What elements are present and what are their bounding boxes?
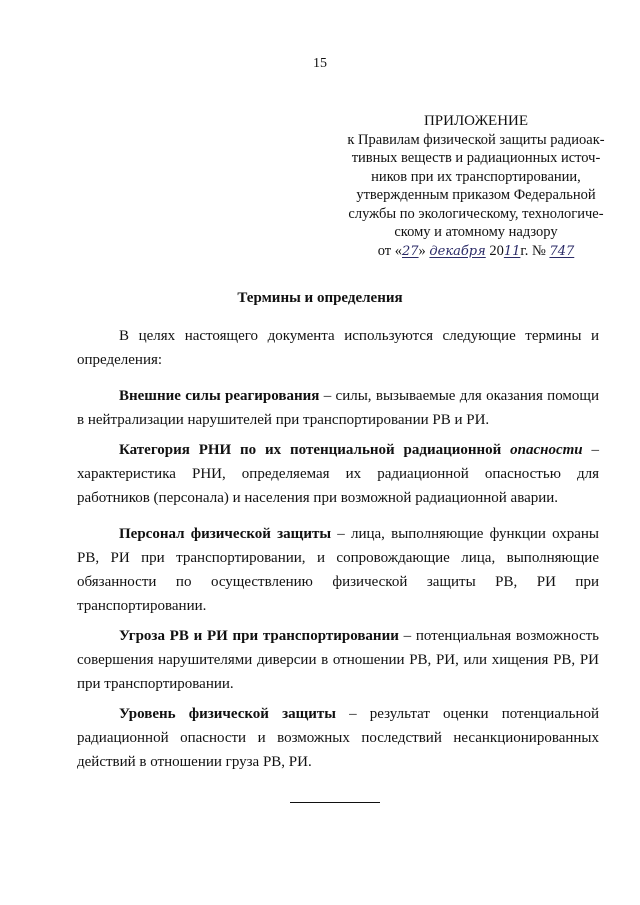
definition-text: – лица, выполняющие функции охраны РВ, РИ при транспортировании, и сопровождающие лица, выполняющие обязанности по осуществлению физической защиты РВ, РИ при транспортировании. bbox=[77, 526, 599, 614]
definition-term: Персонал физической защиты bbox=[119, 526, 332, 542]
date-year-suffix: г. № bbox=[520, 242, 550, 259]
definition-text: – потенциальная возможность совершения нарушителями диверсии в отношении РВ, РИ, или хищения РВ, РИ при транспортировании. bbox=[77, 628, 599, 692]
definition-paragraph bbox=[77, 522, 599, 618]
date-prefix: от « bbox=[377, 242, 402, 259]
definition-term: Уровень физической защиты bbox=[119, 706, 337, 722]
appendix-line: скому и атомному надзору bbox=[394, 224, 558, 240]
definition-paragraph bbox=[77, 384, 599, 432]
appendix-line: тивных веществ и радиационных источ- bbox=[351, 150, 601, 166]
definition-term-italic: опасности bbox=[510, 442, 583, 458]
appendix-header bbox=[336, 112, 616, 261]
appendix-line: утвержденным приказом Федеральной bbox=[356, 187, 596, 203]
intro-paragraph: В целях настоящего документа используются следующие термины и определения: bbox=[77, 328, 599, 368]
date-mid: » bbox=[418, 242, 430, 259]
definition-term: Категория РНИ по их потенциальной радиационной bbox=[119, 442, 511, 458]
definition-text: – силы, вызываемые для оказания помощи в нейтрализации нарушителей при транспортировании РВ и РИ. bbox=[77, 388, 599, 428]
section-title: Термины и определения bbox=[237, 290, 403, 306]
appendix-line: ников при их транспортировании, bbox=[371, 168, 581, 185]
definition-paragraph bbox=[77, 438, 599, 510]
definition-paragraph bbox=[77, 624, 599, 696]
date-year-prefix: 20 bbox=[485, 242, 504, 259]
definition-term: Угроза РВ и РИ при транспортировании bbox=[119, 628, 399, 644]
handwritten-year: 11 bbox=[503, 243, 521, 259]
handwritten-order-number: 747 bbox=[549, 243, 575, 259]
appendix-line: к Правилам физической защиты радиоак- bbox=[347, 131, 605, 148]
handwritten-month: декабря bbox=[429, 243, 486, 259]
document-body bbox=[77, 324, 599, 774]
order-date-line bbox=[336, 242, 616, 262]
definition-text: – характеристика РНИ, определяемая их радиационной опасностью для работников (персонала) и населения при возможной радиационной аварии. bbox=[77, 442, 599, 506]
definition-term: Внешние силы реагирования bbox=[119, 388, 320, 404]
appendix-line: службы по экологическому, технологиче- bbox=[348, 205, 604, 222]
page-number: 15 bbox=[313, 56, 327, 71]
handwritten-day: 27 bbox=[402, 243, 419, 259]
definition-text: – результат оценки потенциальной радиационной опасности и возможных последствий несанкционированных действий в отношении груза РВ, РИ. bbox=[77, 706, 599, 770]
appendix-heading: ПРИЛОЖЕНИЕ bbox=[423, 113, 529, 129]
definition-paragraph bbox=[77, 702, 599, 774]
end-divider bbox=[290, 802, 380, 803]
